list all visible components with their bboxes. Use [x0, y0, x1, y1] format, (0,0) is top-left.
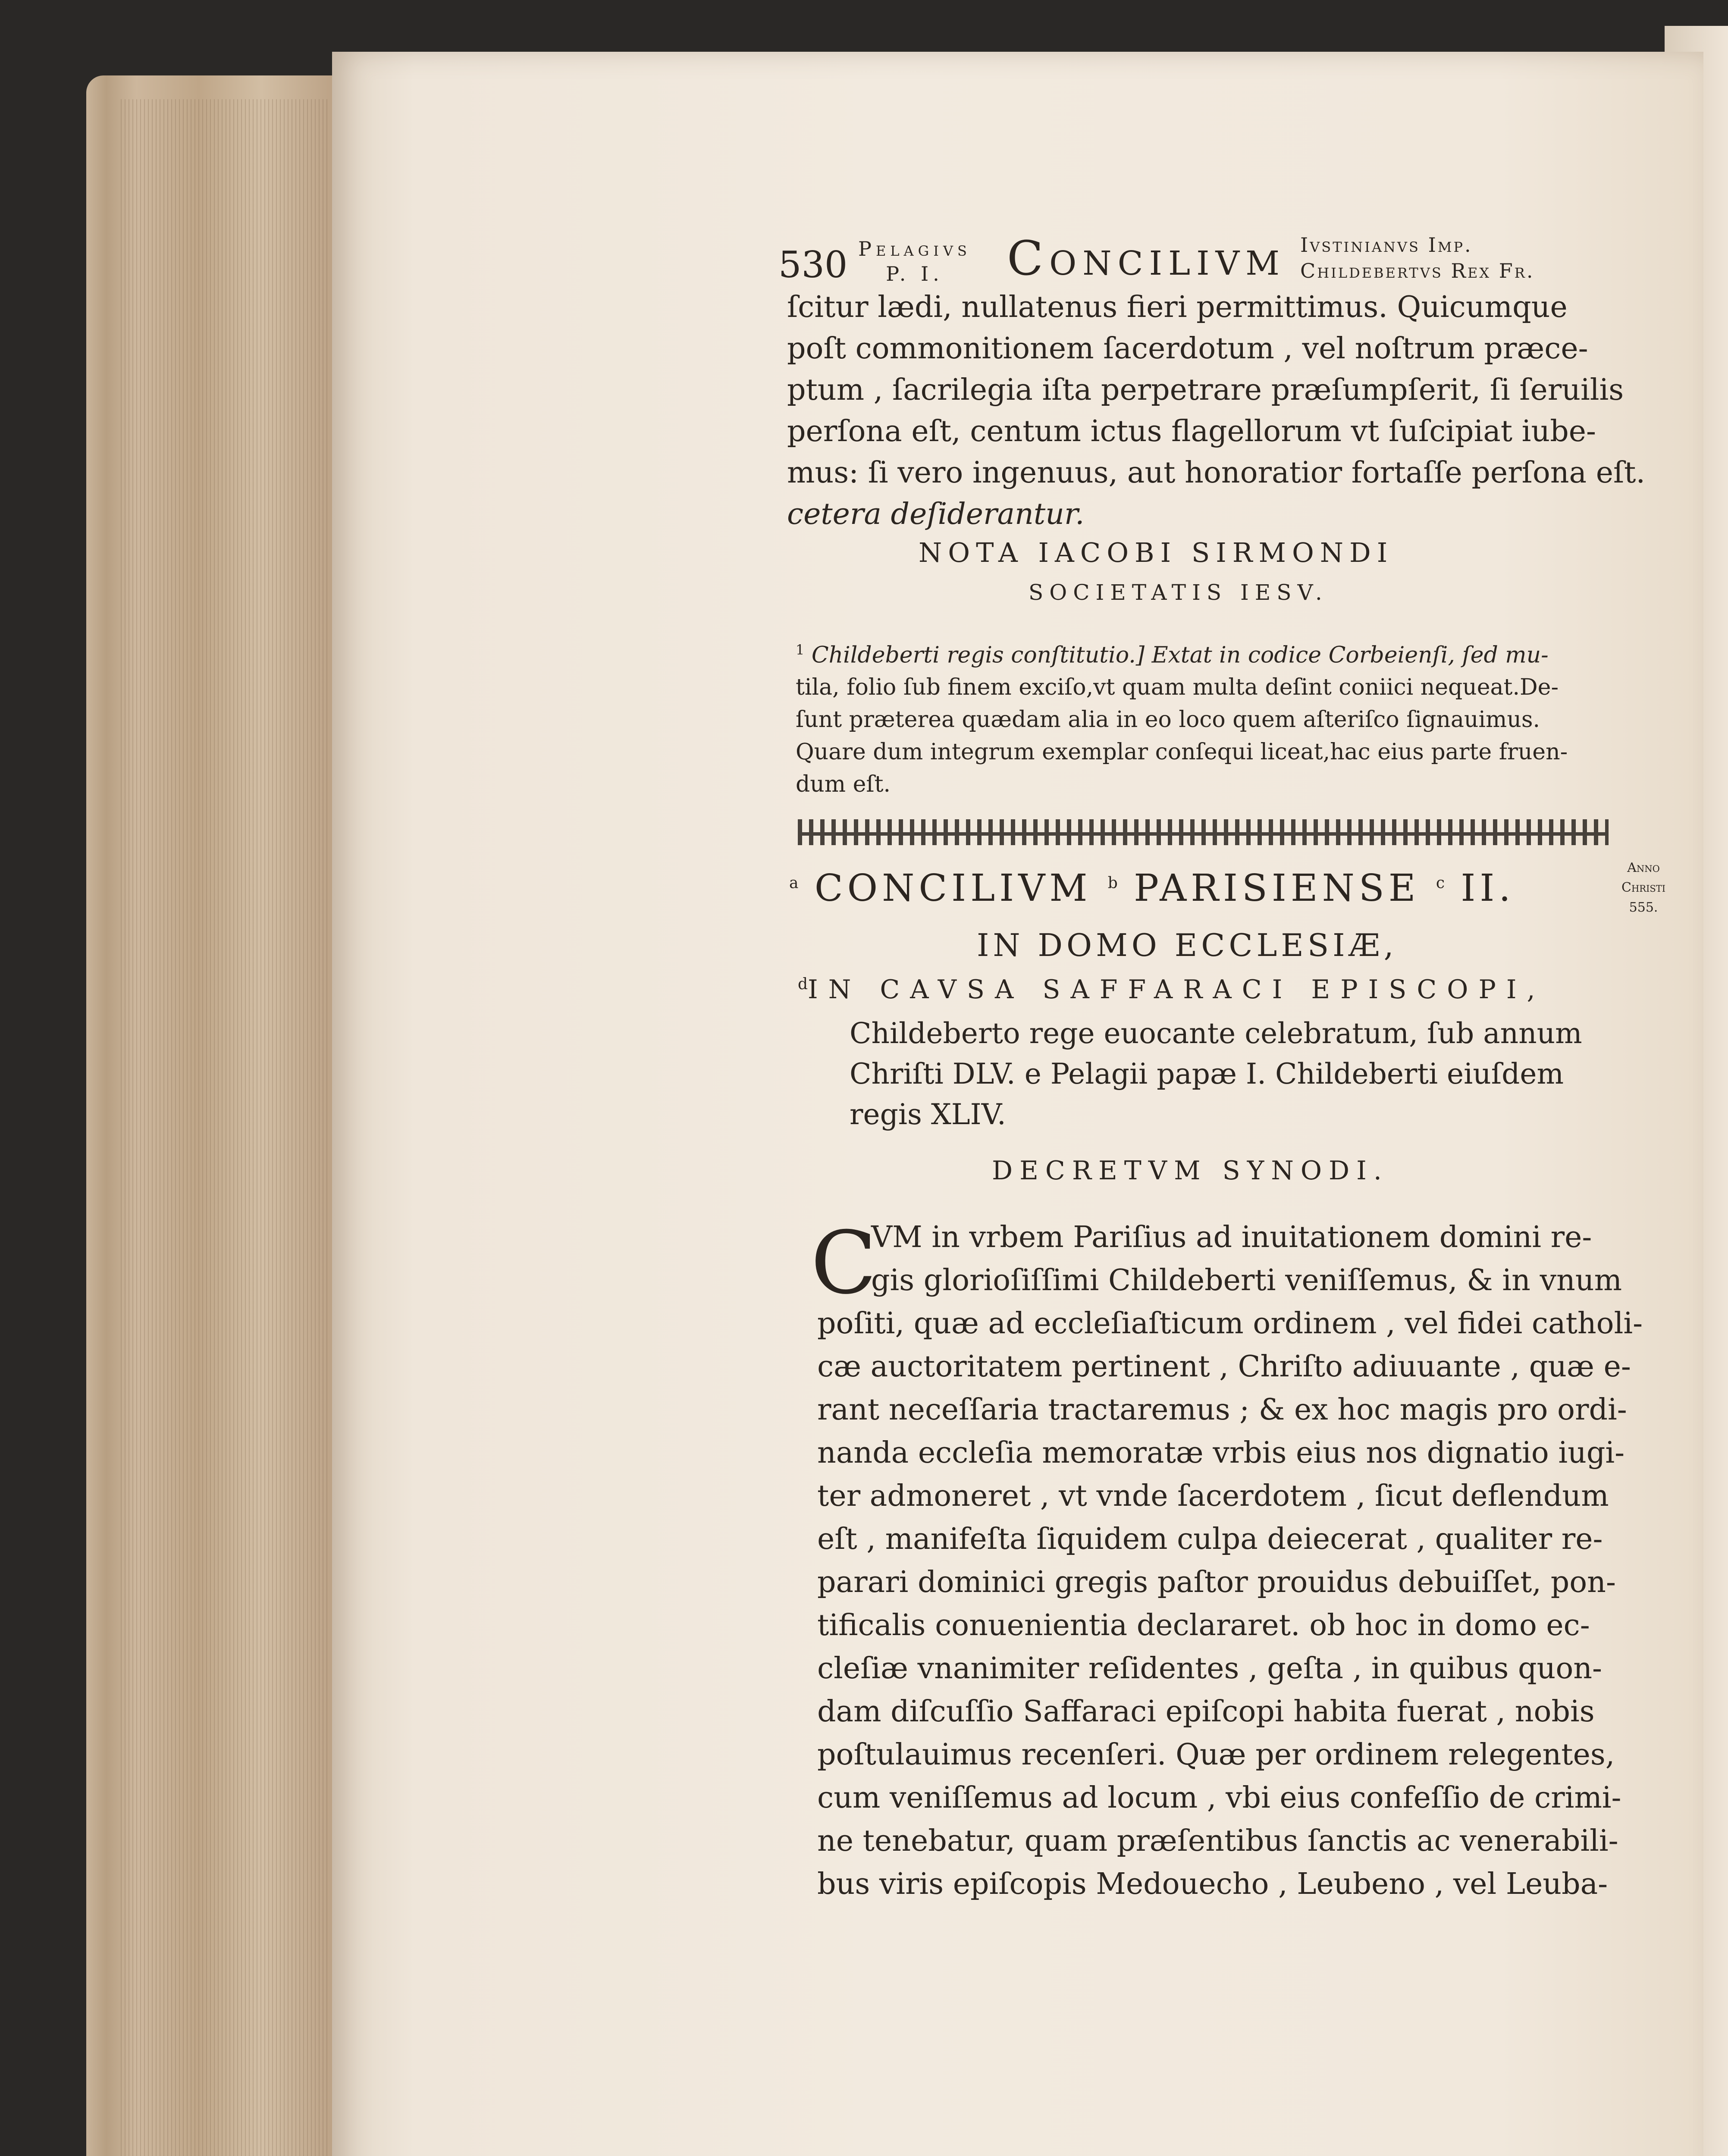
drop-capital: C: [811, 1213, 877, 1313]
text-line: ptum , ſacrilegia iſta perpetrare præſumpſerit, ſi ſeruilis: [787, 373, 1624, 407]
page-number: 530: [778, 244, 848, 286]
desc-line: Childeberto rege euocante celebratum, ſub annum: [850, 1017, 1582, 1050]
mark-a: a: [789, 874, 799, 892]
council-title: [789, 867, 1515, 910]
nota-line: [796, 634, 1568, 671]
nota-line: Quare dum integrum exemplar conſequi liceat,hac eius parte fruen-: [796, 739, 1568, 765]
text-line: cum veniſſemus ad locum , vbi eius confeſſio de crimi-: [817, 1781, 1621, 1815]
text-line: poſt commonitionem ſacerdotum , vel noſtrum præce-: [787, 332, 1588, 366]
text-line: gis glorioſiſſimi Childeberti veniſſemus, & in vnum: [871, 1263, 1622, 1297]
note-mark: 1: [796, 642, 805, 658]
text-line: ſcitur lædi, nullatenus fieri permittimus. Quicumque: [787, 290, 1568, 324]
mark-d: d: [798, 975, 808, 993]
page-edges: [121, 99, 328, 2156]
nota-line: ſunt præterea quædam alia in eo loco quem aſteriſco ſignauimus.: [796, 707, 1540, 733]
text-line: poſtulauimus recenſeri. Quæ per ordinem relegentes,: [817, 1738, 1615, 1772]
nota-line: tila, folio ſub finem exciſo,vt quam multa deſint coniici nequeat.De-: [796, 674, 1559, 701]
text-line: eſt , manifeſta ſiquidem culpa deiecerat , qualiter re-: [817, 1522, 1603, 1556]
council-description: [850, 1013, 1582, 1135]
text-line: cæ auctoritatem pertinent , Chriſto adiuuante , quæ e-: [817, 1350, 1631, 1384]
nota-heading: NOTA IACOBI SIRMONDI: [919, 537, 1394, 568]
text-line: rant neceſſaria tractaremus ; & ex hoc magis pro ordi-: [817, 1393, 1627, 1427]
lead-paragraph: [787, 287, 1645, 535]
nota-body: [796, 634, 1568, 801]
main-paragraph: [817, 1216, 1643, 1906]
text-line-italic: cetera deſiderantur.: [787, 497, 1085, 531]
margin-line: Anno: [1627, 860, 1660, 875]
text-line: parari dominici gregis paſtor prouidus debuiſſet, pon-: [817, 1565, 1616, 1599]
council-cause: [798, 975, 1546, 1005]
text-line: ter admoneret , vt vnde ſacerdotem , ſicut deflendum: [817, 1479, 1609, 1513]
header-left-line: Pelagivs: [858, 237, 971, 260]
council-word: CONCILIVM: [814, 867, 1092, 910]
text-line: ne tenebatur, quam præſentibus ſanctis ac venerabili-: [817, 1824, 1618, 1858]
margin-line: 555.: [1629, 900, 1658, 915]
ornamental-band: [798, 819, 1609, 845]
text-line: mus: ſi vero ingenuus, aut honoratior fortaſſe perſona eſt.: [787, 456, 1646, 490]
nota-line-text: Childeberti regis conſtitutio.] Extat in codice Corbeienſi, ſed mu-: [811, 642, 1549, 668]
running-title: Concilivm: [1007, 231, 1286, 286]
mark-c: c: [1436, 874, 1445, 892]
header-left-line: P. I.: [886, 262, 944, 285]
header-left: [858, 236, 971, 286]
nota-line: dum eſt.: [796, 771, 891, 798]
text-line: VM in vrbem Pariſius ad inuitationem domini re-: [871, 1220, 1592, 1254]
cause-text: IN CAVSA SAFFARACI EPISCOPI,: [808, 975, 1546, 1005]
margin-line: Christi: [1621, 880, 1666, 895]
nota-subheading: SOCIETATIS IESV.: [1029, 580, 1328, 605]
margin-year-note: [1621, 858, 1665, 918]
desc-line: Chriſti DLV. e Pelagii papæ I. Childeberti eiuſdem: [850, 1057, 1564, 1091]
text-line: poſiti, quæ ad eccleſiaſticum ordinem , vel fidei catholi-: [817, 1307, 1643, 1341]
desc-line: regis XLIV.: [850, 1098, 1006, 1131]
text-line: cleſiæ vnanimiter reſidentes , geſta , in quibus quon-: [817, 1651, 1603, 1686]
text-line: nanda eccleſia memoratæ vrbis eius nos dignatio iugi-: [817, 1436, 1625, 1470]
text-line: bus viris epiſcopis Medouecho , Leubeno , vel Leuba-: [817, 1867, 1608, 1901]
text-line: dam diſcuſſio Saffaraci epiſcopi habita fuerat , nobis: [817, 1695, 1595, 1729]
text-line: perſona eſt, centum ictus flagellorum vt ſuſcipiat iube-: [787, 414, 1596, 448]
council-word: II.: [1461, 867, 1515, 910]
header-right-line: Ivstinianvs Imp.: [1300, 233, 1473, 257]
text-line: tificalis conuenientia declararet. ob hoc in domo ec-: [817, 1608, 1590, 1642]
header-right-line: Childebertvs Rex Fr.: [1300, 259, 1535, 282]
mark-b: b: [1107, 874, 1118, 892]
council-subtitle: IN DOMO ECCLESIÆ,: [977, 927, 1398, 963]
section-heading: DECRETVM SYNODI.: [992, 1156, 1389, 1186]
header-right: [1300, 232, 1534, 284]
council-word: PARISIENSE: [1134, 867, 1420, 910]
